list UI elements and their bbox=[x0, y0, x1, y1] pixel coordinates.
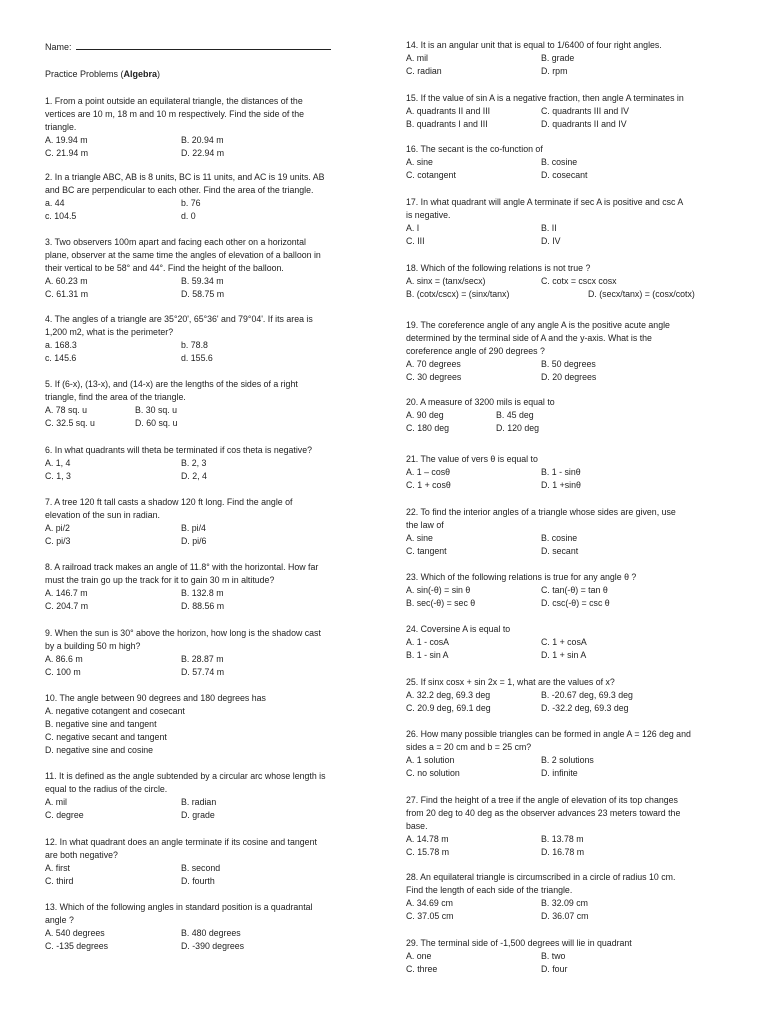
question-text: the law of bbox=[406, 520, 444, 530]
question-text: 28. An equilateral triangle is circumscribed in a circle of radius 10 cm. bbox=[406, 872, 676, 882]
question-text: triangle, find the area of the triangle. bbox=[45, 392, 186, 402]
answer-option[interactable]: B. 59.34 m bbox=[181, 276, 224, 286]
answer-option[interactable]: C. pi/3 bbox=[45, 536, 71, 546]
question-text: 1. From a point outside an equilateral triangle, the distances of the bbox=[45, 96, 303, 106]
answer-option[interactable]: C. 32.5 sq. u bbox=[45, 418, 95, 428]
answer-option[interactable]: A. mil bbox=[406, 53, 428, 63]
answer-option[interactable]: A. pi/2 bbox=[45, 523, 70, 533]
answer-option[interactable]: D. -32.2 deg, 69.3 deg bbox=[541, 703, 629, 713]
answer-option[interactable]: d. 0 bbox=[181, 211, 196, 221]
answer-option[interactable]: C. third bbox=[45, 876, 74, 886]
question-text: 4. The angles of a triangle are 35°20', 65°36' and 79°04'. If its area is bbox=[45, 314, 313, 324]
question-text: 12. In what quadrant does an angle terminate if its cosine and tangent bbox=[45, 837, 317, 847]
answer-option[interactable]: B. second bbox=[181, 863, 221, 873]
answer-option[interactable]: D. four bbox=[541, 964, 568, 974]
question-text: 27. Find the height of a tree if the angle of elevation of its top changes bbox=[406, 795, 678, 805]
answer-option[interactable]: D. 58.75 m bbox=[181, 289, 225, 299]
answer-option[interactable]: D. 60 sq. u bbox=[135, 418, 178, 428]
answer-option[interactable]: D. 22.94 m bbox=[181, 148, 225, 158]
answer-option[interactable]: A. 32.2 deg, 69.3 deg bbox=[406, 690, 491, 700]
answer-option[interactable]: B. 1 - sinθ bbox=[541, 467, 581, 477]
question-text: 22. To find the interior angles of a triangle whose sides are given, use bbox=[406, 507, 676, 517]
question-text: 21. The value of vers θ is equal to bbox=[406, 454, 538, 464]
answer-option[interactable]: A. sine bbox=[406, 157, 433, 167]
question-text: 18. Which of the following relations is not true ? bbox=[406, 263, 591, 273]
answer-option[interactable]: C. 37.05 cm bbox=[406, 911, 454, 921]
question-text: equal to the radius of the circle. bbox=[45, 784, 168, 794]
answer-option[interactable]: D. csc(-θ) = csc θ bbox=[541, 598, 610, 608]
document-title: Practice Problems (Algebra) bbox=[45, 69, 161, 79]
question-text: 16. The secant is the co-function of bbox=[406, 144, 543, 154]
answer-option[interactable]: B. 132.8 m bbox=[181, 588, 224, 598]
answer-option[interactable]: B. negative sine and tangent bbox=[45, 719, 157, 729]
question-text: 17. In what quadrant will angle A terminate if sec A is positive and csc A bbox=[406, 197, 684, 207]
question-text: 23. Which of the following relations is true for any angle θ ? bbox=[406, 572, 637, 582]
question-text: is negative. bbox=[406, 210, 451, 220]
answer-option[interactable]: d. 155.6 bbox=[181, 353, 213, 363]
question-text: 3. Two observers 100m apart and facing each other on a horizontal bbox=[45, 237, 306, 247]
question-text: 14. It is an angular unit that is equal to 1/6400 of four right angles. bbox=[406, 40, 662, 50]
answer-option[interactable]: A. 1, 4 bbox=[45, 458, 71, 468]
question-text: 1,200 m2, what is the perimeter? bbox=[45, 327, 174, 337]
answer-option[interactable]: B. two bbox=[541, 951, 566, 961]
question-text: base. bbox=[406, 821, 428, 831]
answer-option[interactable]: b. 76 bbox=[181, 198, 201, 208]
answer-option[interactable]: C. 1 + cosθ bbox=[406, 480, 451, 490]
answer-option[interactable]: C. negative secant and tangent bbox=[45, 732, 167, 742]
question-text: 7. A tree 120 ft tall casts a shadow 120 ft long. Find the angle of bbox=[45, 497, 293, 507]
answer-option[interactable]: C. -135 degrees bbox=[45, 941, 109, 951]
answer-option[interactable]: B. grade bbox=[541, 53, 575, 63]
answer-option[interactable]: B. 28.87 m bbox=[181, 654, 224, 664]
name-blank-line[interactable] bbox=[76, 40, 331, 50]
question-text: sides a = 20 cm and b = 25 cm? bbox=[406, 742, 532, 752]
answer-option[interactable]: C. 30 degrees bbox=[406, 372, 462, 382]
answer-option[interactable]: D. 1 +sinθ bbox=[541, 480, 581, 490]
answer-option[interactable]: C. III bbox=[406, 236, 425, 246]
answer-option[interactable]: B. 30 sq. u bbox=[135, 405, 178, 415]
answer-option[interactable]: C. 21.94 m bbox=[45, 148, 89, 158]
answer-option[interactable]: C. 1, 3 bbox=[45, 471, 71, 481]
question-text: from 20 deg to 40 deg as the observer advances 23 meters toward the bbox=[406, 808, 681, 818]
question-text: and BC are perpendicular to each other. Find the area of the triangle. bbox=[45, 185, 314, 195]
answer-option[interactable]: D. 20 degrees bbox=[541, 372, 597, 382]
question-text: vertices are 10 m, 18 m and 10 m respectively. Find the side of the bbox=[45, 109, 304, 119]
answer-option[interactable]: D. secant bbox=[541, 546, 579, 556]
question-text: 5. If (6-x), (13-x), and (14-x) are the lengths of the sides of a right bbox=[45, 379, 298, 389]
question-text: their vertical to be 58° and 44°. Find the height of the balloon. bbox=[45, 263, 284, 273]
question-text: 24. Coversine A is equal to bbox=[406, 624, 511, 634]
question-text: Find the length of each side of the triangle. bbox=[406, 885, 573, 895]
question-text: angle ? bbox=[45, 915, 74, 925]
question-text: elevation of the sun in radian. bbox=[45, 510, 160, 520]
question-text: 20. A measure of 3200 mils is equal to bbox=[406, 397, 555, 407]
question-text: 15. If the value of sin A is a negative fraction, then angle A terminates in bbox=[406, 93, 684, 103]
answer-option[interactable]: A. 1 - cosA bbox=[406, 637, 450, 647]
answer-option[interactable]: D. 120 deg bbox=[496, 423, 540, 433]
answer-option[interactable]: A. 34.69 cm bbox=[406, 898, 453, 908]
answer-option[interactable]: B. -20.67 deg, 69.3 deg bbox=[541, 690, 633, 700]
answer-option[interactable]: C. 180 deg bbox=[406, 423, 450, 433]
question-text: 19. The coreference angle of any angle A is the positive acute angle bbox=[406, 320, 670, 330]
answer-option[interactable]: D. cosecant bbox=[541, 170, 588, 180]
answer-option[interactable]: B. pi/4 bbox=[181, 523, 206, 533]
answer-option[interactable]: D. 1 + sin A bbox=[541, 650, 587, 660]
answer-option[interactable]: B. 2 solutions bbox=[541, 755, 594, 765]
answer-option[interactable]: A. one bbox=[406, 951, 432, 961]
answer-option[interactable]: C. 61.31 m bbox=[45, 289, 89, 299]
answer-option[interactable]: A. sinx = (tanx/secx) bbox=[406, 276, 486, 286]
answer-option[interactable]: D. 88.56 m bbox=[181, 601, 225, 611]
question-text: 8. A railroad track makes an angle of 11.8° with the horizontal. How far bbox=[45, 562, 319, 572]
answer-option[interactable]: B. 480 degrees bbox=[181, 928, 241, 938]
answer-option[interactable]: c. 145.6 bbox=[45, 353, 77, 363]
answer-option[interactable]: C. degree bbox=[45, 810, 84, 820]
answer-option[interactable]: B. (cotx/cscx) = (sinx/tanx) bbox=[406, 289, 510, 299]
answer-option[interactable]: A. 146.7 m bbox=[45, 588, 88, 598]
answer-option[interactable]: C. cotangent bbox=[406, 170, 456, 180]
answer-option[interactable]: A. first bbox=[45, 863, 70, 873]
answer-option[interactable]: D. (secx/tanx) = (cosx/cotx) bbox=[588, 289, 695, 299]
answer-option[interactable]: D. IV bbox=[541, 236, 561, 246]
answer-option[interactable]: B. 45 deg bbox=[496, 410, 534, 420]
answer-option[interactable]: D. 16.78 m bbox=[541, 847, 585, 857]
answer-option[interactable]: C. tan(-θ) = tan θ bbox=[541, 585, 608, 595]
answer-option[interactable]: D. infinite bbox=[541, 768, 578, 778]
answer-option[interactable]: B. quadrants I and III bbox=[406, 119, 488, 129]
answer-option[interactable]: B. cosine bbox=[541, 157, 578, 167]
answer-option[interactable]: A. 19.94 m bbox=[45, 135, 88, 145]
answer-option[interactable]: D. rpm bbox=[541, 66, 568, 76]
subject-label: Algebra bbox=[123, 69, 158, 79]
name-field[interactable] bbox=[45, 40, 331, 52]
answer-option[interactable]: D. pi/6 bbox=[181, 536, 207, 546]
question-text: coreference angle of 290 degrees ? bbox=[406, 346, 545, 356]
question-text: are both negative? bbox=[45, 850, 118, 860]
answer-option[interactable]: a. 168.3 bbox=[45, 340, 77, 350]
question-text: by a building 50 m high? bbox=[45, 641, 141, 651]
answer-option[interactable]: B. 32.09 cm bbox=[541, 898, 588, 908]
question-text: 25. If sinx cosx + sin 2x = 1, what are the values of x? bbox=[406, 677, 615, 687]
answer-option[interactable]: b. 78.8 bbox=[181, 340, 208, 350]
question-text: 26. How many possible triangles can be formed in angle A = 126 deg and bbox=[406, 729, 691, 739]
answer-option[interactable]: B. 13.78 m bbox=[541, 834, 584, 844]
question-text: determined by the terminal side of A and the y-axis. What is the bbox=[406, 333, 652, 343]
answer-option[interactable]: C. 100 m bbox=[45, 667, 81, 677]
question-text: 6. In what quadrants will theta be terminated if cos theta is negative? bbox=[45, 445, 312, 455]
answer-option[interactable]: D. grade bbox=[181, 810, 215, 820]
answer-option[interactable]: D. 2, 4 bbox=[181, 471, 207, 481]
answer-option[interactable]: D. 36.07 cm bbox=[541, 911, 589, 921]
answer-option[interactable]: C. 204.7 m bbox=[45, 601, 89, 611]
answer-option[interactable]: B. 20.94 m bbox=[181, 135, 224, 145]
answer-option[interactable]: D. quadrants II and IV bbox=[541, 119, 627, 129]
question-text: 11. It is defined as the angle subtended by a circular arc whose length is bbox=[45, 771, 326, 781]
answer-option[interactable]: B. II bbox=[541, 223, 557, 233]
answer-option[interactable]: C. tangent bbox=[406, 546, 447, 556]
answer-option[interactable]: D. 57.74 m bbox=[181, 667, 225, 677]
name-label: Name: bbox=[45, 42, 75, 52]
answer-option[interactable]: C. 20.9 deg, 69.1 deg bbox=[406, 703, 491, 713]
answer-option[interactable]: a. 44 bbox=[45, 198, 65, 208]
question-text: 13. Which of the following angles in standard position is a quadrantal bbox=[45, 902, 313, 912]
answer-option[interactable]: B. cosine bbox=[541, 533, 578, 543]
question-text: must the train go up the track for it to gain 30 m in altitude? bbox=[45, 575, 275, 585]
answer-option[interactable]: A. 90 deg bbox=[406, 410, 444, 420]
answer-option[interactable]: c. 104.5 bbox=[45, 211, 77, 221]
answer-option[interactable]: A. 540 degrees bbox=[45, 928, 105, 938]
answer-option[interactable]: B. 1 - sin A bbox=[406, 650, 449, 660]
answer-option[interactable]: A. 86.6 m bbox=[45, 654, 83, 664]
question-text: 9. When the sun is 30° above the horizon, how long is the shadow cast bbox=[45, 628, 321, 638]
answer-option[interactable]: B. sec(-θ) = sec θ bbox=[406, 598, 476, 608]
answer-option[interactable]: C. 15.78 m bbox=[406, 847, 450, 857]
answer-option[interactable]: A. mil bbox=[45, 797, 67, 807]
answer-option[interactable]: D. -390 degrees bbox=[181, 941, 245, 951]
answer-option[interactable]: C. cotx = cscx cosx bbox=[541, 276, 617, 286]
answer-option[interactable]: D. fourth bbox=[181, 876, 215, 886]
answer-option[interactable]: C. 1 + cosA bbox=[541, 637, 587, 647]
answer-option[interactable]: A. 14.78 m bbox=[406, 834, 449, 844]
question-text: 29. The terminal side of -1,500 degrees will lie in quadrant bbox=[406, 938, 632, 948]
answer-option[interactable]: C. no solution bbox=[406, 768, 460, 778]
answer-option[interactable]: C. three bbox=[406, 964, 438, 974]
answer-option[interactable]: A. 78 sq. u bbox=[45, 405, 88, 415]
answer-option[interactable]: A. sine bbox=[406, 533, 433, 543]
answer-option[interactable]: A. 70 degrees bbox=[406, 359, 461, 369]
question-text: triangle. bbox=[45, 122, 77, 132]
question-text: 10. The angle between 90 degrees and 180 degrees has bbox=[45, 693, 266, 703]
answer-option[interactable]: D. negative sine and cosine bbox=[45, 745, 154, 755]
answer-option[interactable]: A. 1 – cosθ bbox=[406, 467, 451, 477]
answer-option[interactable]: A. I bbox=[406, 223, 420, 233]
answer-option[interactable]: B. 50 degrees bbox=[541, 359, 596, 369]
answer-option[interactable]: A. sin(-θ) = sin θ bbox=[406, 585, 471, 595]
answer-option[interactable]: A. 60.23 m bbox=[45, 276, 88, 286]
answer-option[interactable]: B. 2, 3 bbox=[181, 458, 207, 468]
answer-option[interactable]: B. radian bbox=[181, 797, 217, 807]
question-text: plane, observer at the same time the angles of elevation of a balloon in bbox=[45, 250, 321, 260]
answer-option[interactable]: A. negative cotangent and cosecant bbox=[45, 706, 185, 716]
answer-option[interactable]: C. quadrants III and IV bbox=[541, 106, 630, 116]
answer-option[interactable]: A. 1 solution bbox=[406, 755, 455, 765]
question-text: 2. In a triangle ABC, AB is 8 units, BC is 11 units, and AC is 19 units. AB bbox=[45, 172, 325, 182]
answer-option[interactable]: C. radian bbox=[406, 66, 442, 76]
answer-option[interactable]: A. quadrants II and III bbox=[406, 106, 491, 116]
